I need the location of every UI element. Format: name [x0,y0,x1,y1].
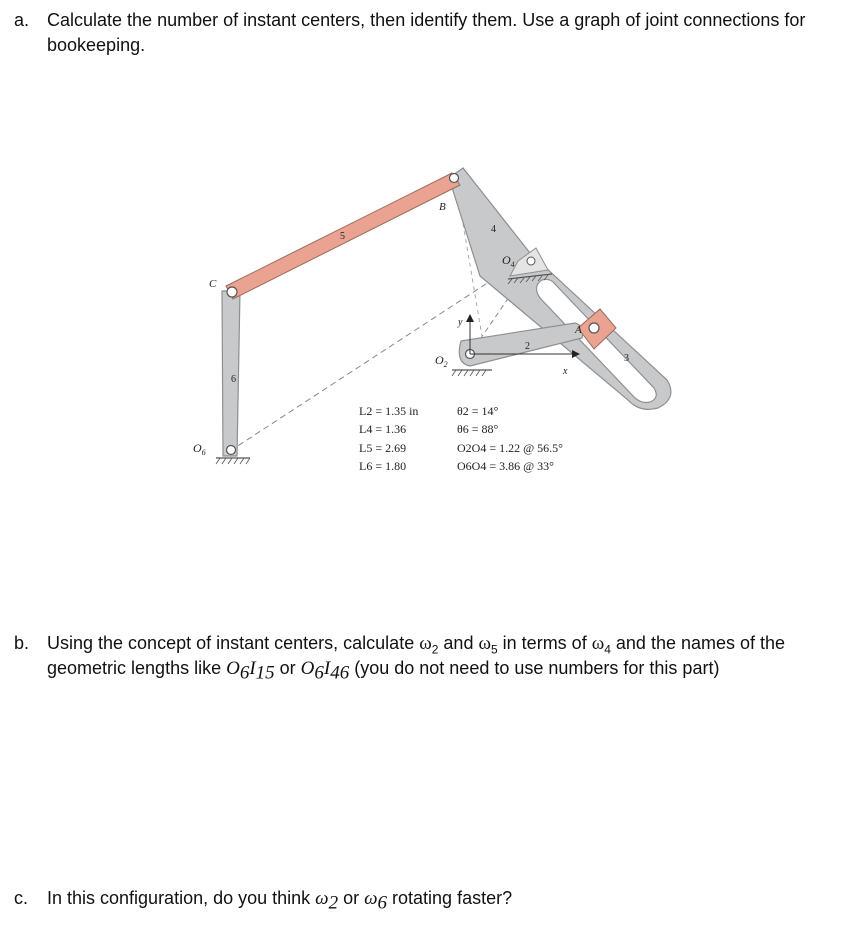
question-c-text: In this configuration, do you think $\omega_2$ or $\omega_6$ rotating faster? [47,888,513,914]
question-c [14,886,844,914]
label-link-3: 3 [624,353,629,364]
given-lengths [359,404,418,473]
ground-o2-hatch [452,370,486,376]
label-o4: $O_4$ [502,253,515,269]
question-b-text: Using the concept of instant centers, calculate $\omega_2$ and $\omega_5$ in terms of $\omega_4$ and the names of the geometric lengths like $O_6I_{15}$ or $O_6I_{46}$ (you do not need to use numbers for this part) [47,633,786,684]
label-x-axis: x [563,366,568,377]
label-o6: $O_6$ [193,441,206,457]
linkage-figure [180,158,700,498]
ground-o6-hatch [216,458,250,464]
label-y-axis: y [458,317,463,328]
given-length: L4 = 1.36 [359,422,407,436]
label-link-4: 4 [491,224,496,235]
given-angle: O2O4 = 1.22 @ 56.5° [457,441,563,455]
given-length: L2 = 1.35 in [359,404,419,418]
pin-a [589,323,599,333]
given-length: L5 = 2.69 [359,441,407,455]
label-c: C [209,278,217,290]
given-angle: θ2 = 14° [457,404,499,418]
question-a-marker: a. [14,10,30,30]
question-b [14,631,844,684]
y-axis-arrow [466,314,474,322]
question-b-marker: b. [14,633,30,653]
question-a-text: Calculate the number of instant centers, then identify them. Use a graph of joint connections for bookeeping. [47,10,806,55]
given-angles [457,404,563,473]
given-angle: O6O4 = 3.86 @ 33° [457,459,554,473]
pin-b [450,174,459,183]
label-a: A [575,324,582,336]
given-angle: θ6 = 88° [457,422,499,436]
question-a [14,8,844,58]
pin-o6 [227,446,236,455]
pin-o4 [527,257,535,265]
label-o2: $O_2$ [435,353,448,369]
pin-c [227,287,237,297]
question-c-marker: c. [14,888,29,908]
label-link-2: 2 [525,341,530,352]
label-link-6: 6 [231,374,236,385]
label-link-5: 5 [340,231,345,242]
given-length: L6 = 1.80 [359,459,407,473]
label-b: B [439,201,446,213]
